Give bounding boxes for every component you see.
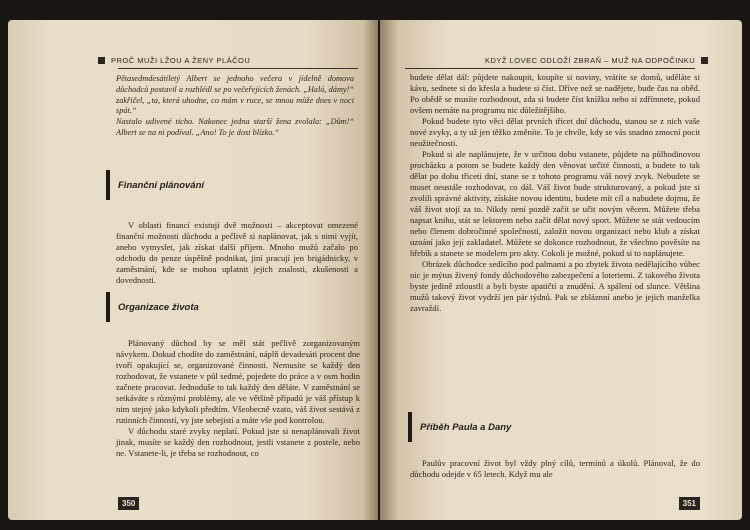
- section-title: Organizace života: [118, 301, 199, 313]
- section-body-paul: [410, 458, 700, 480]
- running-head-square-icon: [98, 57, 105, 64]
- body-paragraph: V oblasti financí existují dvě možnosti – akceptovat omezené finanční možnosti důchodu a pečlivě si naplánovat, jak s nimi vyjít, anebo vymyslet, jak získat další příjem. Mnoho mužů začalo po odchodu do penze úspěšně podnikat, jiní pracují jen brigádnicky, v zaměstnání, kde se mohou uplatnit jejich znalosti, zkušenosti a dovednosti.: [116, 220, 358, 285]
- right-page: [380, 20, 742, 520]
- section-heading-financni: [106, 170, 204, 200]
- section-title: Finanční plánování: [118, 179, 205, 191]
- body-paragraph: Pokud budete tyto věci dělat prvních třicet dní důchodu, stanou se z nich vaše nové zvyky, a ty už jen těžko změníte. To je chvíle, kdy se vás snadno zmocní pocit neužitečnosti.: [410, 116, 700, 148]
- right-page-number: 351: [679, 497, 700, 510]
- section-bar: [106, 292, 110, 322]
- body-paragraph: Plánovaný důchod by se měl stát pečlivě zorganizovaným návykem. Dokud chodíte do zaměstnání, náplň devadesáti procent dne tvoří opakující se, organizované činnosti. Nemusíte se každý den rozhodovat, že vstanete v půl sedmé, pojedete do práce a v osm hodin začnete pracovat. Jednoduše to tak každý den děláte. V zaměstnání se setkáváte s různými problémy, ale ve většině případů je váš přístup k nim stejný jako kdykoli předtím. Všeobecně vzato, váš život sestává z rutinních činností, vy jste sebejistí a máte vše pod kontrolou.: [116, 338, 360, 425]
- right-running-head: [485, 56, 708, 65]
- section-heading-paul-dana: [408, 412, 511, 442]
- right-body: [410, 72, 700, 314]
- running-head-square-icon: [701, 57, 708, 64]
- section-bar: [408, 412, 412, 442]
- right-head-rule: [405, 68, 695, 69]
- section-bar: [106, 170, 110, 200]
- section2-body: [116, 338, 360, 459]
- intro-anecdote: [116, 74, 354, 139]
- left-running-head-text: PROČ MUŽI LŽOU A ŽENY PLÁČOU: [111, 56, 251, 65]
- intro-paragraph: Nastalo udivené ticho. Nakonec jedna starší žena zvolala: „Dům!“ Albert se na ni podíval. „Ano! To je dost blízko.“: [116, 117, 354, 137]
- left-running-head: [98, 56, 250, 65]
- right-running-head-text: KDYŽ LOVEC ODLOŽÍ ZBRAŇ – MUŽ NA ODPOČINKU: [485, 56, 696, 65]
- section-heading-organizace: [106, 292, 199, 322]
- body-paragraph: V důchodu staré zvyky neplatí. Pokud jste si nenaplánovali život jinak, musíte se každý den rozhodnout, jestli vstanete z postele, nebo ne. Vstanete-li, je třeba se rozhodnout, co: [116, 426, 360, 458]
- body-paragraph: Obrázek důchodce sedícího pod palmami a po zbytek života nedělajícího vůbec nic je mýtus živený fondy důchodového zabezpečení a loteriemi. Z takového života byste jedině ztloustli a byli byste apatičtí a znudění. A spálení od slunce. Většina mužů takový život vydrží jen pár týdnů. Pak se zbláznní anebo je jejich manželka zavraždí.: [410, 259, 700, 313]
- left-page-number: 350: [118, 497, 139, 510]
- intro-paragraph: Pětasedmdesátiletý Albert se jednoho večera v jídelně domova důchodců postavil a rozhlédl se po večeřejících ženách. „Haló, dámy!“ zakřičel, „ta, která uhodne, co mám v ruce, se mnou může dnes v noci spát.“: [116, 74, 354, 116]
- left-head-rule: [118, 68, 358, 69]
- section-title: Příběh Paula a Dany: [420, 421, 512, 433]
- body-paragraph: Paulův pracovní život byl vždy plný cílů, termínů a úkolů. Plánoval, že do důchodu odejde v 65 letech. Když mu ale: [410, 458, 700, 479]
- body-paragraph: budete dělat dál: půjdete nakoupit, koupíte si noviny, vrátíte se domů, uděláte si kávu, sednete si do křesla a budete si číst. Dříve než se nadějete, bude čas na oběd. Po obědě se musíte rozhodnout, zda si budete číst knížku nebo si zdřímnete, pokud ovšem nemáte na programu nic důležitějšího.: [410, 72, 700, 115]
- body-paragraph: Pokud si ale naplánujete, že v určitou dobu vstanete, půjdete na půlhodinovou procházku a potom se budete každý den věnovat určité činnosti, a budete to tak dělat po dobu třiceti dní, stane se z tohoto programu váš nový zvyk. Nebudete se muset neustále rozhodovat, co dál. Váš život bude strukturovaný, a pokud jste si zvolili správné aktivity, získáte novou identitu, budete mít cíl a nabudete dojmu, že váš život stojí za to. Nikdy není pozdě začít se učit novým věcem. Můžete třeba napsat knihu, stát se lektorem nebo začít dělat nový sport. Můžete se stát vedoucím nebo členem dobročinné společnosti, založit novou organizaci nebo klub a získat uznání jako její zakladatel. Můžete se dokonce rozhodnout, že všechno pověsíte na hřebík a stanete se modelem pro akty. Cokoli je možné, pokud si to naplánujete.: [410, 149, 700, 258]
- section1-body: [116, 220, 358, 286]
- left-page: [8, 20, 378, 520]
